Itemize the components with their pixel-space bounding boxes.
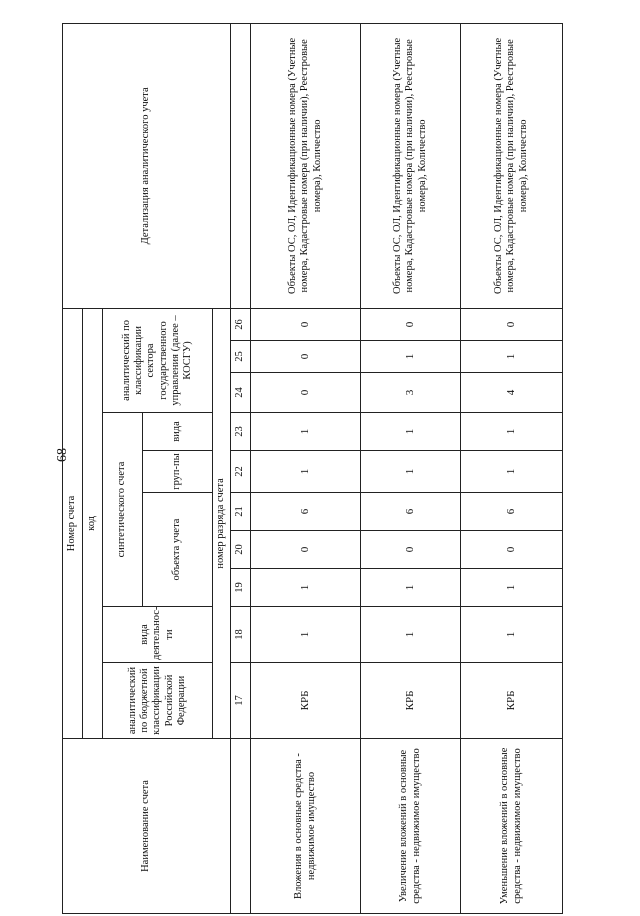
cell-budget-class: КРБ <box>361 663 461 739</box>
cell-kosgu-26: 0 <box>361 308 461 340</box>
cell-object-19: 1 <box>251 569 361 607</box>
header-code: код <box>83 308 103 738</box>
header-kosgu: аналитический по классификации сектора государственного управления (далее – КОСГУ) <box>103 308 213 412</box>
cell-object-19: 1 <box>461 569 563 607</box>
cell-kosgu-25: 1 <box>361 341 461 373</box>
cell-kind: 1 <box>361 413 461 451</box>
column-number-blank <box>231 739 251 914</box>
column-number: 18 <box>231 607 251 663</box>
cell-object-20: 0 <box>361 531 461 569</box>
table-row <box>461 23 563 913</box>
row-account-name: Увеличение вложений в основные средства - недвижимое имущество <box>361 739 461 914</box>
cell-group: 1 <box>361 451 461 493</box>
cell-group: 1 <box>251 451 361 493</box>
row-account-name: Вложения в основные средства - недвижимое имущество <box>251 739 361 914</box>
column-number: 25 <box>231 341 251 373</box>
accounts-table <box>62 23 563 914</box>
cell-activity-type: 1 <box>251 607 361 663</box>
column-number: 17 <box>231 663 251 739</box>
column-number: 21 <box>231 493 251 531</box>
table-row <box>251 23 361 913</box>
cell-kosgu-25: 0 <box>251 341 361 373</box>
column-number-blank <box>231 23 251 308</box>
cell-kosgu-24: 0 <box>251 373 361 413</box>
header-group: груп-пы <box>143 451 213 493</box>
cell-object-19: 1 <box>361 569 461 607</box>
cell-object-20: 0 <box>461 531 563 569</box>
header-activity-type: вида деятельнос-ти <box>103 607 213 663</box>
header-detail: Детализация аналитического учета <box>63 23 231 308</box>
cell-group: 1 <box>461 451 563 493</box>
header-account-name: Наименование счета <box>63 739 231 914</box>
header-synthetic-account: синтетического счета <box>103 413 143 607</box>
column-number: 22 <box>231 451 251 493</box>
cell-detail: Объекты ОС, ОЛ, Идентификационные номера (Учетные номера, Кадастровые номера (при наличии), Реестровые номера), Количество <box>251 23 361 308</box>
cell-kind: 1 <box>461 413 563 451</box>
column-number: 23 <box>231 413 251 451</box>
header-kind: вида <box>143 413 213 451</box>
rotated-table-wrapper <box>62 24 529 914</box>
cell-detail: Объекты ОС, ОЛ, Идентификационные номера (Учетные номера, Кадастровые номера (при наличии), Реестровые номера), Количество <box>461 23 563 308</box>
cell-kosgu-26: 0 <box>251 308 361 340</box>
cell-object-20: 0 <box>251 531 361 569</box>
column-numbers-row <box>231 23 251 913</box>
header-analytic-budget-class: аналитический по бюджетной классификации Российской Федерации <box>103 663 213 739</box>
column-number: 24 <box>231 373 251 413</box>
cell-object-21: 6 <box>361 493 461 531</box>
header-account-number: Номер счета <box>63 308 83 738</box>
page-number: 68 <box>55 448 70 462</box>
cell-kosgu-24: 4 <box>461 373 563 413</box>
column-number: 19 <box>231 569 251 607</box>
cell-kosgu-24: 3 <box>361 373 461 413</box>
cell-activity-type: 1 <box>461 607 563 663</box>
table-row <box>361 23 461 913</box>
column-number: 20 <box>231 531 251 569</box>
cell-budget-class: КРБ <box>461 663 563 739</box>
row-account-name: Уменьшение вложений в основные средства - недвижимое имущество <box>461 739 563 914</box>
document-page <box>62 24 529 914</box>
cell-budget-class: КРБ <box>251 663 361 739</box>
cell-object-21: 6 <box>461 493 563 531</box>
cell-kosgu-26: 0 <box>461 308 563 340</box>
cell-object-21: 6 <box>251 493 361 531</box>
cell-activity-type: 1 <box>361 607 461 663</box>
cell-kind: 1 <box>251 413 361 451</box>
cell-kosgu-25: 1 <box>461 341 563 373</box>
header-category-number: номер разряда счета <box>213 308 231 738</box>
column-number: 26 <box>231 308 251 340</box>
header-account-object: объекта учета <box>143 493 213 607</box>
cell-detail: Объекты ОС, ОЛ, Идентификационные номера (Учетные номера, Кадастровые номера (при наличии), Реестровые номера), Количество <box>361 23 461 308</box>
